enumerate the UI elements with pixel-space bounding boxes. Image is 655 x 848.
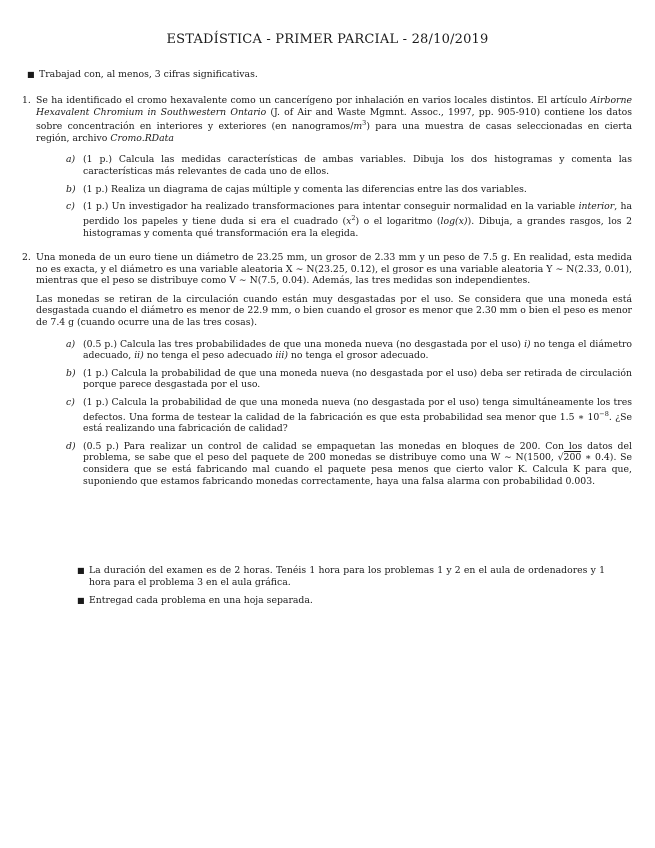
problem-2-paragraph-2: Las monedas se retiran de la circulación cuando están muy desgastadas por el uso. Se considera que una moneda está desgastada cuando el diámetro es menor de 22.9 mm, o bien cuando el grosor es menor que 2.30 mm o bien el peso es menor de 7.4 g (cuando ocurre una de las tres cosas). [36, 293, 632, 328]
data-file-name: Cromo.RData [110, 132, 174, 144]
footer-bullet-1: ■ La duración del examen es de 2 horas. Tenéis 1 hora para los problemas 1 y 2 en el aula de ordenadores y 1 hora para el problema 3 en el aula gráfica. [77, 565, 605, 588]
problem-1-item-a: a) (1 p.) Calcula las medidas características de ambas variables. Dibuja los dos histogramas y comenta las características más relevantes de cada uno de ellos. [66, 154, 632, 178]
problem-2-number: 2. [22, 252, 31, 263]
problem-1-number: 1. [22, 95, 31, 106]
article-title: Airborne Hexavalent Chromium in Southwestern Ontario [36, 95, 632, 118]
intro-bullet [27, 69, 627, 81]
problem-2-paragraph-1: Una moneda de un euro tiene un diámetro de 23.25 mm, un grosor de 2.33 mm y un peso de 7.5 g. En realidad, esta medida no es exacta, y el diámetro es una variable aleatoria X ∼ N(23.25, 0.12), el grosor es una variable aleatoria Y ∼ N(2.33, 0.01), mientras que el peso se distribuye como V ∼ N(7.5, 0.04). Además, las tres medidas son independientes. [36, 252, 632, 287]
problem-1 [22, 95, 632, 239]
problem-1-item-b: b) (1 p.) Realiza un diagrama de cajas múltiple y comenta las diferencias entre las dos variables. [66, 183, 527, 195]
problem-1-item-c: c) (1 p.) Un investigador ha realizado transformaciones para intentar conseguir normalidad en la variable interior, ha perdido los papeles y tiene duda si era el cuadrado $(x^2)$ o el logaritmo (log(x)). Dibuja, a grandes rasgos, los 2 histogramas y comenta qué transformación era la elegida. [66, 201, 633, 239]
problem-2-item-c: c) (1 p.) Calcula la probabilidad de que una moneda nueva (no desgastada por el uso) tenga simultáneamente los tres defectos. Una forma de testear la calidad de la fabricación es que esta probabilidad sea menor que 1.5 ∗ $10^{-8}$. ¿Se está realizando una fabricación de calidad? [66, 396, 632, 435]
bullet-mark: ■ [27, 70, 35, 79]
footer-bullet-2: ■ Entregad cada problema en una hoja separada. [77, 595, 313, 606]
sqrt-symbol: √ [557, 452, 564, 464]
problem-2-item-a: a) (0.5 p.) Calcula las tres probabilidades de que una moneda nueva (no desgastada por el uso) i) no tenga el diámetro adecuado, ii) no tenga el peso adecuado iii) no tenga el grosor adecuado. [66, 338, 633, 362]
problem-2-item-d: d) (0.5 p.) Para realizar un control de calidad se empaquetan las monedas en bloques de 200. Con los datos del problema, se sabe que el peso del paquete de 200 monedas se distribuye como una W ∼ N(1500, √200 ∗ 0.4). Se considera que se está fabricando mal cuando el paquete pesa menos que cierto valor K. Calcula K para que, suponiendo que estamos fabricando monedas correctamente, haya una falsa alarma con probabilidad 0.003. [66, 440, 632, 487]
problem-2 [22, 252, 632, 487]
problem-2-item-b: b) (1 p.) Calcula la probabilidad de que una moneda nueva (no desgastada por el uso) deba ser retirada de circulación porque parece desgastada por el uso. [66, 367, 632, 391]
page-title: ESTADÍSTICA - PRIMER PARCIAL - 28/10/2019 [166, 32, 489, 47]
intro-bullet-text: Trabajad con, al menos, 3 cifras significativas. [39, 69, 258, 80]
problem-1-statement: Se ha identificado el cromo hexavalente como un cancerígeno por inhalación en varios locales distintos. El artículo Airborne Hexavalent Chromium in Southwestern Ontario (J. of Air and Waste Mgmnt. Assoc., 1997, pp. 905-910) contiene los datos sobre concentración en interiores y exteriores (en nanogramos/$m^3$) para una muestra de casas seleccionadas en cierta región, archivo Cromo.RData [36, 95, 633, 144]
